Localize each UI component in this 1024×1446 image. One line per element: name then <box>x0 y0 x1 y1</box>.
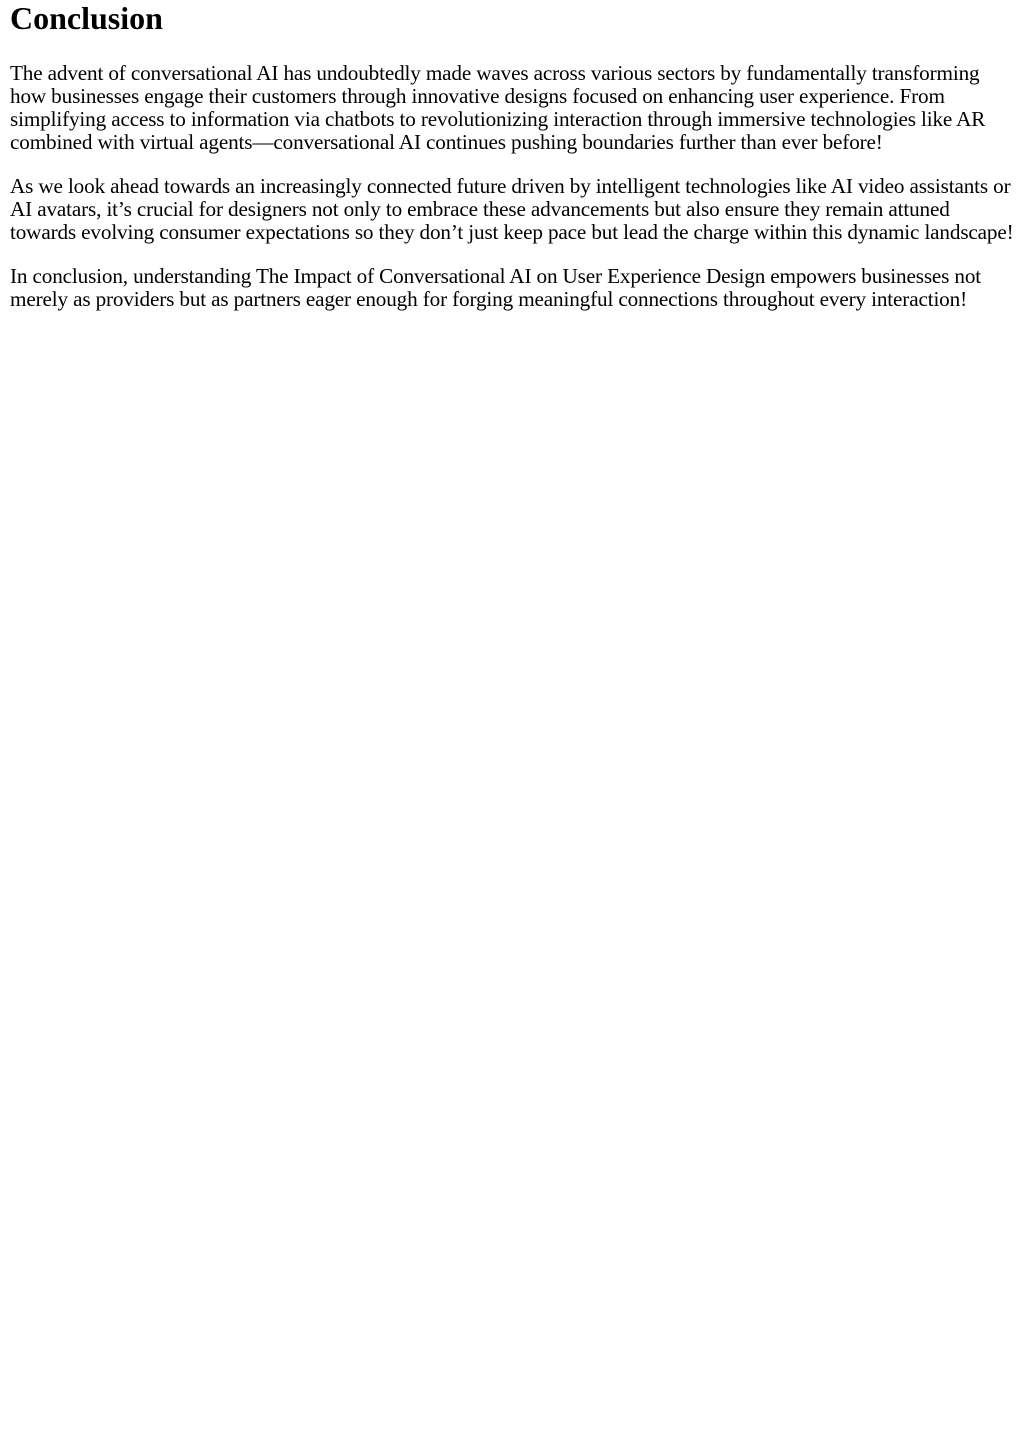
article-content <box>0 0 1024 311</box>
paragraph-3: In conclusion, understanding The Impact of Conversational AI on User Experience Design empowers businesses not merely as providers but as partners eager enough for forging meaningful connections throughout every interaction! <box>10 264 982 311</box>
paragraph-2: As we look ahead towards an increasingly connected future driven by intelligent technologies like AI video assistants or AI avatars, it’s crucial for designers not only to embrace these advancements but also ensure they remain attuned towards evolving consumer expectations so they don’t just keep pace but lead the charge within this dynamic landscape! <box>10 174 1014 244</box>
section-heading: Conclusion <box>10 0 163 36</box>
paragraph-1: The advent of conversational AI has undoubtedly made waves across various sectors by fundamentally transforming how businesses engage their customers through innovative designs focused on enhancing user experience. From simplifying access to information via chatbots to revolutionizing interaction through immersive technologies like AR combined with virtual agents—conversational AI continues pushing boundaries further than ever before! <box>10 61 986 154</box>
